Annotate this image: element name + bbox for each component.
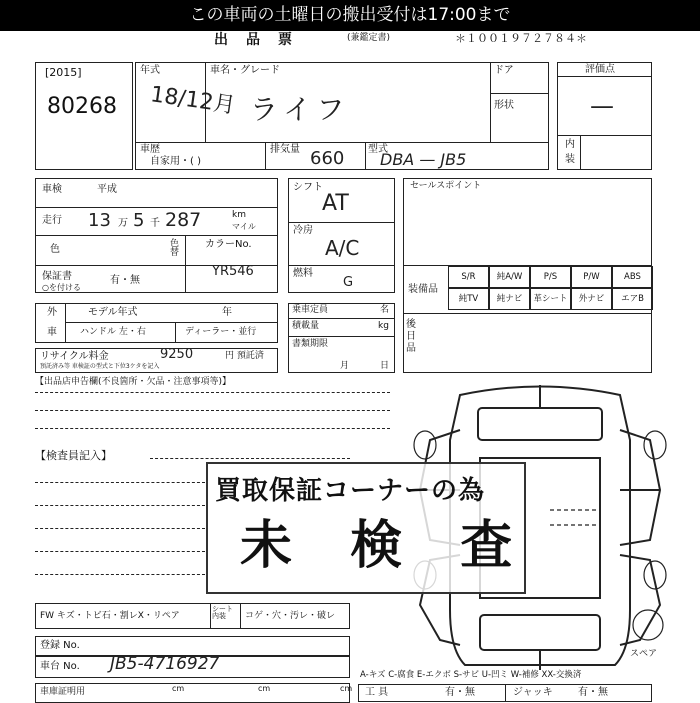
label-jack: ジャッキ xyxy=(513,687,553,698)
label-handle: ハンドル 左・右 xyxy=(80,327,146,337)
label-katashiki: 型式 xyxy=(368,144,388,155)
fuel-value: G xyxy=(343,275,354,290)
banner: この車両の土曜日の搬出受付は17:00まで xyxy=(0,0,700,31)
car-name-value: ライフ xyxy=(250,93,351,126)
label-iro-kae: 色替 xyxy=(170,239,180,258)
label-ari-nashi: 有・無 xyxy=(110,275,140,286)
label-jikayo: 自家用・( ) xyxy=(150,156,201,167)
equipment-item: P/W xyxy=(571,266,612,288)
label-fw: FW キズ・トビ石・割レX・リペア xyxy=(40,611,180,621)
label-hoshosho: 保証書 xyxy=(42,271,72,282)
label-model-year: モデル年式 xyxy=(88,307,138,318)
label-soubihin: 装備品 xyxy=(408,284,438,295)
displacement-value: 660 xyxy=(310,148,345,169)
chassis-no-value: JB5-4716927 xyxy=(110,654,220,674)
label-door: ドア xyxy=(494,65,514,76)
label-seat-note: コゲ・穴・汚レ・破レ xyxy=(245,611,336,621)
equipment-item: 純A/W xyxy=(489,266,530,288)
equipment-item: 純TV xyxy=(448,288,489,310)
label-shamei: 車名・グレード xyxy=(210,65,280,76)
equipment-item: S/R xyxy=(448,266,489,288)
label-haikiryo: 排気量 xyxy=(270,144,300,155)
label-toroku: 登録 No. xyxy=(40,640,80,651)
label-shift: シフト xyxy=(293,182,323,193)
label-mile: マイル xyxy=(232,222,256,231)
label-kouki-3: 品 xyxy=(406,343,416,354)
aircon-value: A/C xyxy=(325,236,360,260)
mileage-rest-value: 287 xyxy=(165,209,202,231)
label-man: 万 xyxy=(118,218,128,229)
recycle-fee-value: 9250 xyxy=(160,347,194,362)
mileage-sen-value: 5 xyxy=(133,210,145,231)
label-sou: 装 xyxy=(565,154,575,165)
equipment-item: エアB xyxy=(612,288,653,310)
shift-value: AT xyxy=(322,191,349,216)
label-nensiki: 年式 xyxy=(140,65,160,76)
label-sales-point: セールスポイント xyxy=(410,181,482,191)
stamp-line-1: 買取保証コーナーの為 xyxy=(215,476,486,506)
label-recycle: リサイクル料金 xyxy=(40,351,109,362)
label-spare: スペア xyxy=(630,649,658,659)
label-nen: 年 xyxy=(222,307,232,318)
label-sha: 車 xyxy=(47,327,57,338)
label-seat: シート内装 xyxy=(212,605,233,620)
label-cm-3: cm xyxy=(340,684,353,693)
year-tag: [2015] xyxy=(45,66,82,79)
stamp-line-2: 未 検 査 xyxy=(240,516,533,576)
label-color-no: カラーNo. xyxy=(205,239,252,250)
label-shareki: 車歴 xyxy=(140,144,160,155)
equipment-item: 外ナビ xyxy=(571,288,612,310)
label-cm-2: cm xyxy=(258,684,271,693)
label-iro: 色 xyxy=(50,244,60,255)
label-yen-takuzumi: 円 預託済 xyxy=(225,351,264,361)
year-month-value: 18/12月 xyxy=(148,82,237,119)
label-kogu: 工 具 xyxy=(365,687,389,698)
label-tsuki: 月 xyxy=(340,361,350,371)
lot-number: 80268 xyxy=(47,94,117,119)
label-shaken: 車検 xyxy=(42,184,62,195)
label-kouki-2: 日 xyxy=(406,331,416,342)
label-hyoka: 評価点 xyxy=(585,64,615,75)
label-shorui-kigen: 書類期限 xyxy=(292,339,329,349)
label-mei: 名 xyxy=(380,305,390,315)
label-maru: ○を付ける xyxy=(42,283,81,292)
score-value: — xyxy=(590,92,614,120)
label-kogu-ari-nashi: 有・無 xyxy=(445,687,475,698)
color-no-value: YR546 xyxy=(212,264,254,279)
label-nai: 内 xyxy=(565,139,575,150)
label-shadai: 車台 No. xyxy=(40,661,80,672)
equipment-item: 革シート xyxy=(530,288,571,310)
label-dealer: ディーラー・並行 xyxy=(185,327,257,337)
sheet-subtitle: (兼鑑定書) xyxy=(347,33,391,43)
equipment-item: 純ナビ xyxy=(489,288,530,310)
label-kensain: 【検査員記入】 xyxy=(35,449,112,462)
label-reibo: 冷房 xyxy=(293,225,313,236)
model-code-value: DBA — JB5 xyxy=(380,150,467,169)
label-soko: 走行 xyxy=(42,215,62,226)
label-jyoshateiin: 乗車定員 xyxy=(292,305,329,315)
sheet-title: 出品票 xyxy=(214,32,310,48)
label-shukkaten: 【出品店申告欄(不良箇所・欠品・注意事項等)】 xyxy=(35,377,232,387)
damage-legend: A-キズ C-腐食 E-エクボ S-サビ U-凹ミ W-補修 XX-交換済 xyxy=(360,670,582,680)
label-kg: kg xyxy=(378,321,389,331)
mileage-man-value: 13 xyxy=(88,210,111,231)
label-jack-ari-nashi: 有・無 xyxy=(578,687,608,698)
label-sekisairyo: 積載量 xyxy=(292,321,320,331)
label-shadai-shomei: 車庫証明用 xyxy=(40,687,86,697)
label-heisei: 平成 xyxy=(97,184,117,195)
label-km: km xyxy=(232,210,246,220)
label-recycle-note: 預託済み等 車検証の型式と下位3ケタを記入 xyxy=(40,363,160,370)
model-box xyxy=(35,303,278,343)
label-keijo: 形状 xyxy=(494,100,514,111)
label-kouki: 後 xyxy=(406,319,416,330)
registration-row xyxy=(35,636,350,656)
serial-number: ＊１００１９７２７８４＊ xyxy=(455,32,587,45)
equipment-item: ABS xyxy=(612,266,653,288)
label-sen: 千 xyxy=(150,218,160,229)
equipment-item: P/S xyxy=(530,266,571,288)
label-gai: 外 xyxy=(47,307,57,318)
label-nenryo: 燃料 xyxy=(293,268,313,279)
label-cm-1: cm xyxy=(172,684,185,693)
label-hi: 日 xyxy=(380,361,390,371)
